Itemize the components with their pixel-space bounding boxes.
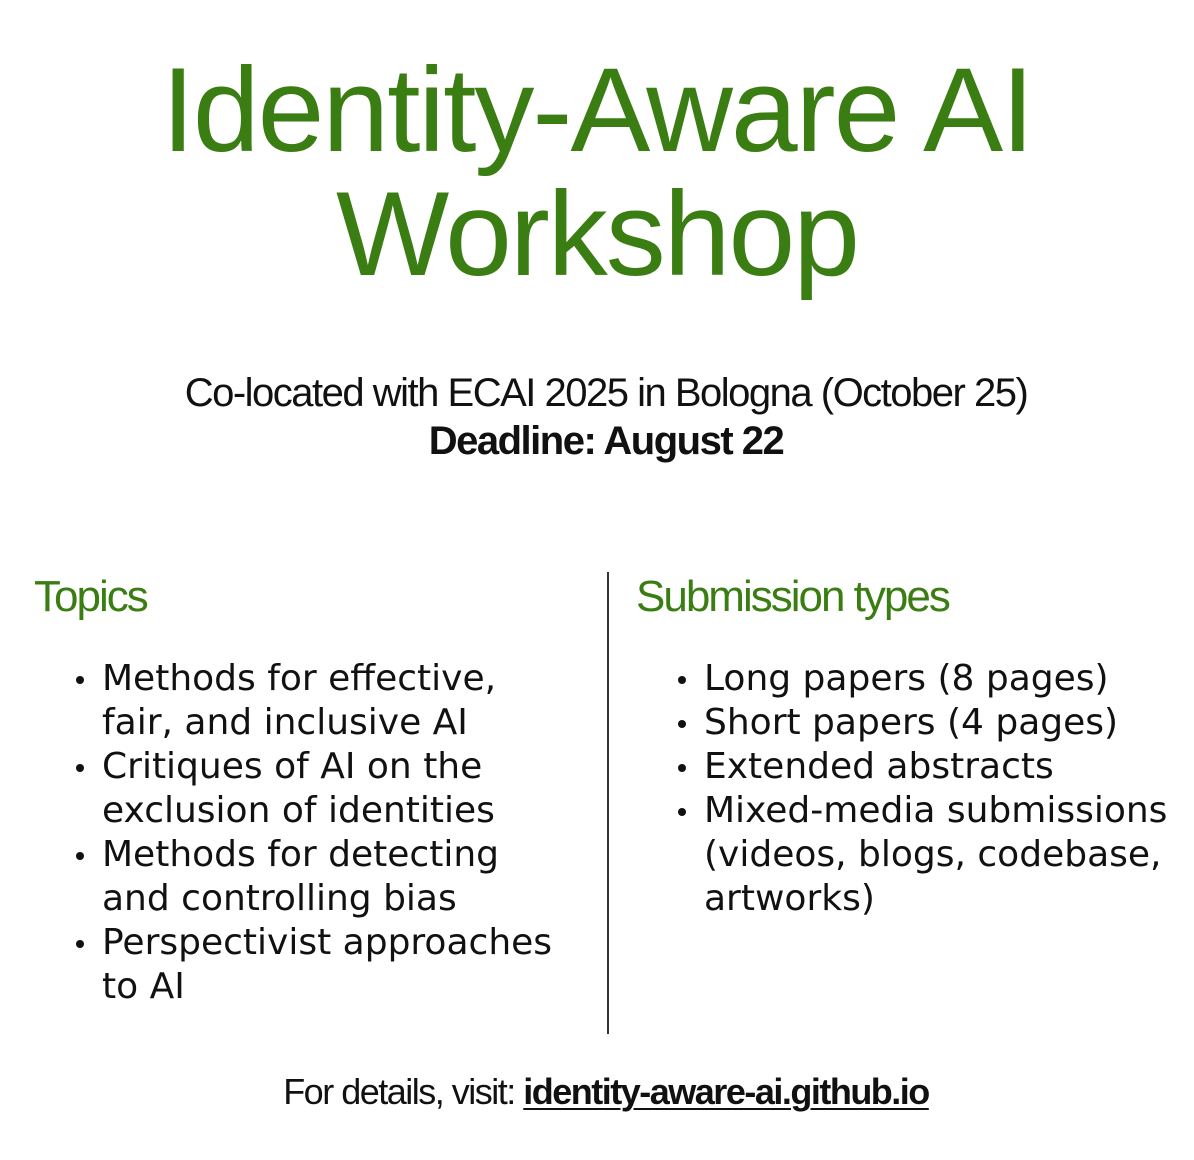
event-subtitle: Co-located with ECAI 2025 in Bologna (October 25) (184, 371, 1028, 415)
topics-list (76, 657, 576, 1009)
deadline-text: Deadline: August 22 (428, 419, 784, 463)
title-line-2: Workshop (335, 167, 858, 301)
list-item: Methods for effective, fair, and inclusive AI (76, 657, 576, 745)
website-link[interactable]: identity-aware-ai.github.io (523, 1071, 929, 1112)
list-item: Extended abstracts (678, 745, 1178, 789)
list-item: Short papers (4 pages) (678, 701, 1178, 745)
list-item: Mixed-media submissions (videos, blogs, codebase, artworks) (678, 789, 1178, 921)
page-title (0, 43, 1194, 301)
submission-types-heading: Submission types (636, 572, 949, 621)
submission-types-list (678, 657, 1178, 921)
list-item: Long papers (8 pages) (678, 657, 1178, 701)
list-item: Perspectivist approaches to AI (76, 921, 576, 1009)
footer (0, 1070, 1194, 1114)
list-item: Critiques of AI on the exclusion of identities (76, 745, 576, 833)
list-item: Methods for detecting and controlling bias (76, 833, 576, 921)
title-line-1: Identity-Aware AI (161, 43, 1033, 177)
topics-heading: Topics (34, 572, 147, 621)
column-divider (607, 572, 609, 1034)
footer-prefix: For details, visit: (283, 1071, 524, 1112)
